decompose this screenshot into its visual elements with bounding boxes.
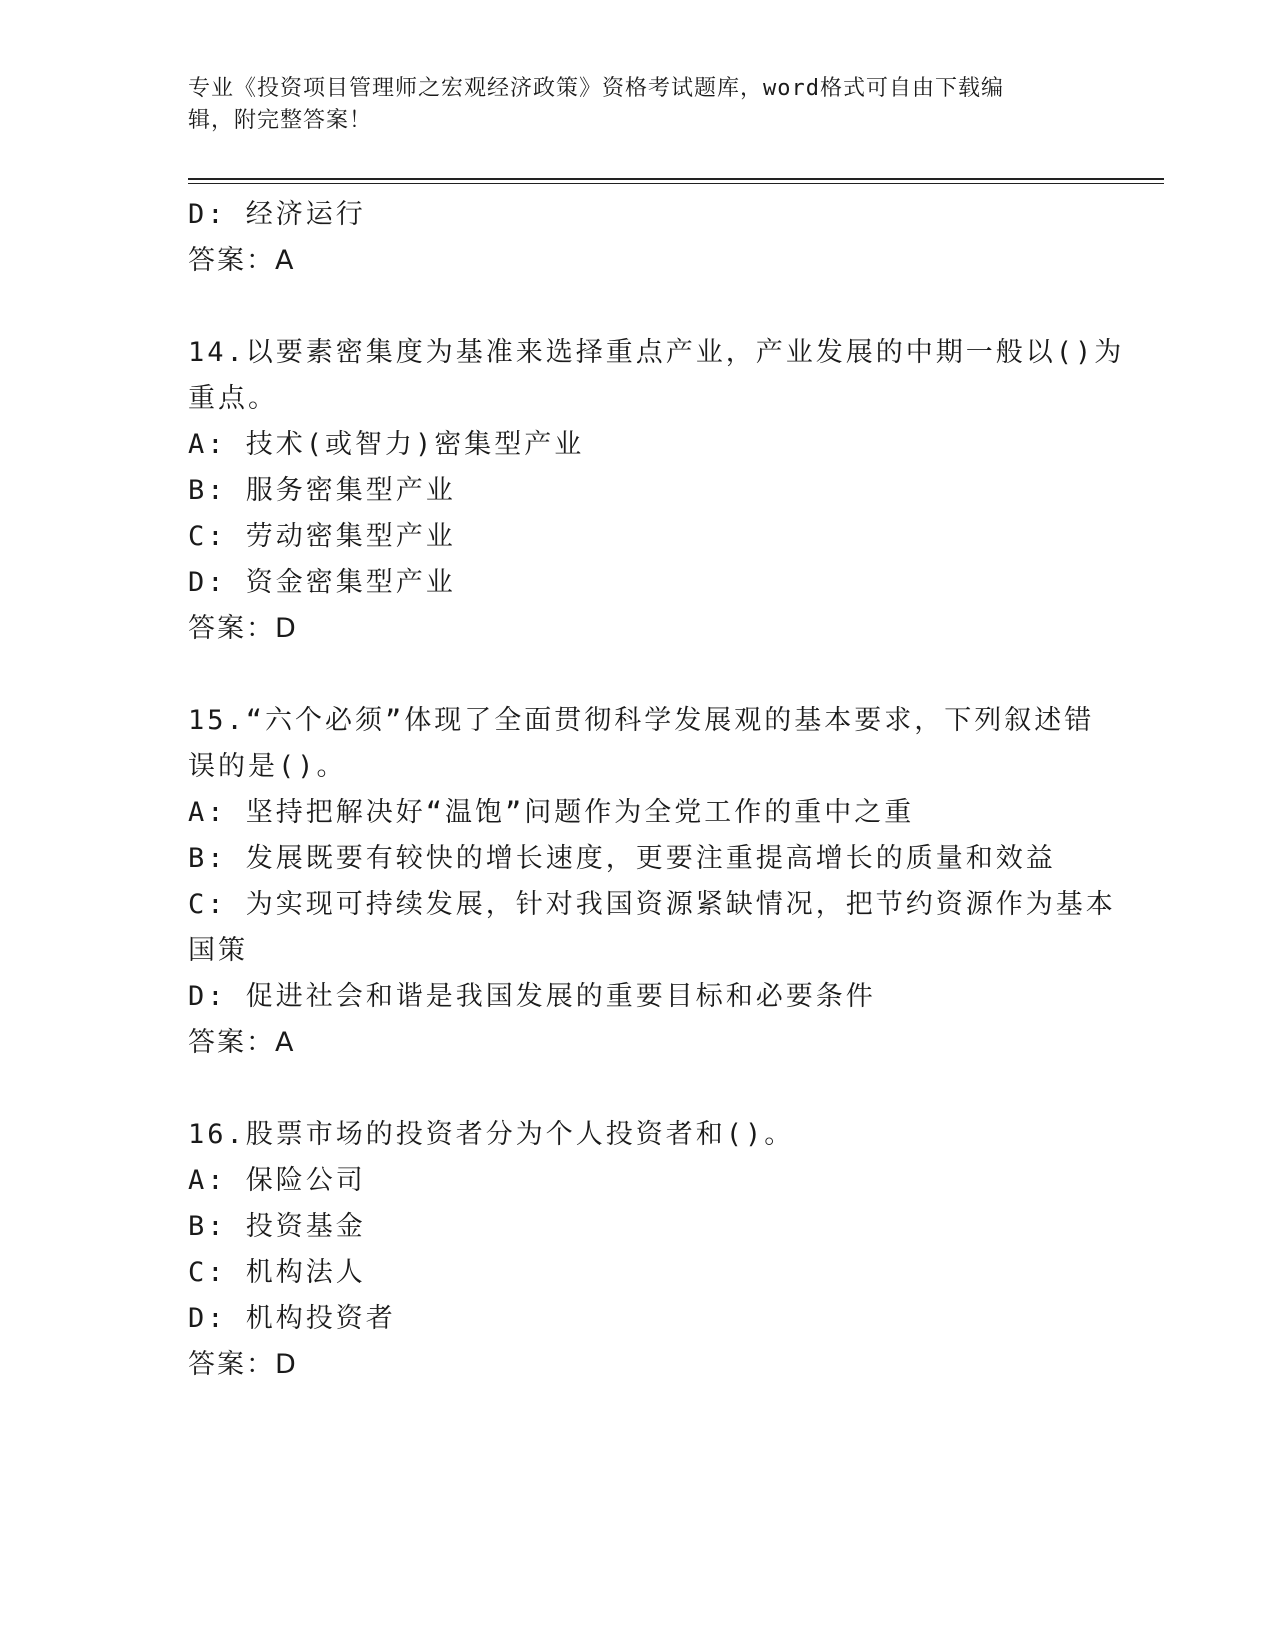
option-c: C: 劳动密集型产业 <box>188 521 456 552</box>
option-b: B: 投资基金 <box>188 1211 366 1242</box>
option-c: C: 机构法人 <box>188 1257 366 1288</box>
header-line-2: 辑，附完整答案！ <box>188 108 373 133</box>
option-b: B: 发展既要有较快的增长速度，更要注重提高增长的质量和效益 <box>188 843 1056 874</box>
option-c-cont: 国策 <box>188 935 248 966</box>
question-stem: 16.股票市场的投资者分为个人投资者和()。 <box>188 1119 795 1150</box>
option-c: C: 为实现可持续发展，针对我国资源紧缺情况，把节约资源作为基本 <box>188 889 1116 920</box>
question-stem: 14.以要素密集度为基准来选择重点产业，产业发展的中期一般以()为 <box>188 337 1125 368</box>
question-stem: 15.“六个必须”体现了全面贯彻科学发展观的基本要求，下列叙述错 <box>188 705 1095 736</box>
question-14 <box>188 330 1125 652</box>
question-stem-cont: 误的是()。 <box>188 751 347 782</box>
document-body <box>188 192 1125 1388</box>
question-stem-cont: 重点。 <box>188 383 278 414</box>
option-a: A: 技术(或智力)密集型产业 <box>188 429 585 460</box>
answer: 答案：A <box>188 1027 296 1058</box>
previous-question-tail <box>188 192 1078 284</box>
option-a: A: 保险公司 <box>188 1165 366 1196</box>
option-b: B: 服务密集型产业 <box>188 475 456 506</box>
question-16 <box>188 1112 1078 1388</box>
answer: 答案：D <box>188 1349 298 1380</box>
header-divider <box>188 178 1164 180</box>
option-d: D: 经济运行 <box>188 199 366 230</box>
option-d: D: 资金密集型产业 <box>188 567 456 598</box>
question-15 <box>188 698 1116 1066</box>
answer: 答案：D <box>188 613 298 644</box>
option-a: A: 坚持把解决好“温饱”问题作为全党工作的重中之重 <box>188 797 915 828</box>
header-divider-thin <box>188 183 1164 184</box>
option-d: D: 机构投资者 <box>188 1303 396 1334</box>
header-line-1: 专业《投资项目管理师之宏观经济政策》资格考试题库，word格式可自由下载编 <box>188 76 1004 101</box>
answer: 答案：A <box>188 245 296 276</box>
option-d: D: 促进社会和谐是我国发展的重要目标和必要条件 <box>188 981 876 1012</box>
document-header <box>188 73 1068 137</box>
